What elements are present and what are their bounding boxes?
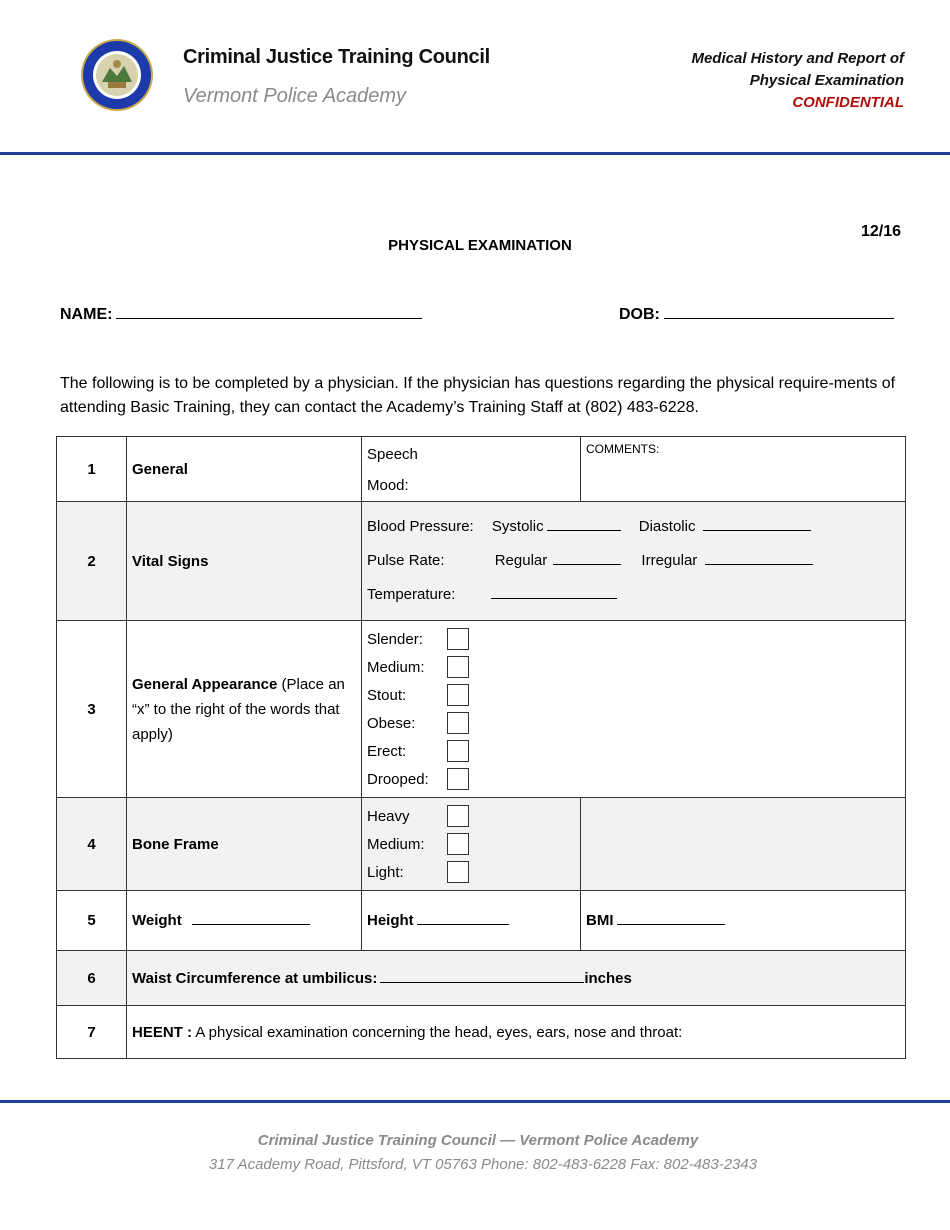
option-label: Medium: <box>367 658 425 676</box>
bmi-blank[interactable] <box>617 912 725 925</box>
pulse-line <box>367 544 900 578</box>
row-number: 3 <box>57 621 127 798</box>
height-cell <box>362 891 581 951</box>
footer-org: Criminal Justice Training Council — Vermont Police Academy <box>257 1132 699 1149</box>
row-general <box>57 437 906 502</box>
mood-label: Mood: <box>367 477 409 494</box>
option-label: Medium: <box>367 835 425 853</box>
row-bone-frame <box>57 798 906 891</box>
name-field <box>60 304 422 324</box>
heent-label: HEENT : <box>132 1023 192 1041</box>
height-label: Height <box>367 912 414 929</box>
exam-table <box>56 436 906 1059</box>
regular-blank[interactable] <box>553 552 621 565</box>
erect-checkbox[interactable] <box>447 740 469 762</box>
temperature-blank[interactable] <box>491 586 617 599</box>
waist-label: Waist Circumference at umbilicus: <box>132 969 378 987</box>
temperature-line <box>367 578 900 612</box>
appearance-label-rest: (Place an “x” to the right of the words that apply) <box>132 675 345 743</box>
general-fields <box>362 437 581 502</box>
weight-blank[interactable] <box>192 912 310 925</box>
dob-blank[interactable] <box>664 304 894 319</box>
row-label: Vital Signs <box>127 502 362 621</box>
doc-title-line2: Physical Examination <box>749 72 904 89</box>
row-number: 6 <box>57 951 127 1006</box>
footer-rule <box>0 1100 950 1103</box>
bone-frame-options <box>362 798 581 891</box>
row-number: 7 <box>57 1006 127 1059</box>
irregular-blank[interactable] <box>705 552 813 565</box>
option-label: Light: <box>367 863 404 881</box>
option-label: Stout: <box>367 686 407 704</box>
obese-checkbox[interactable] <box>447 712 469 734</box>
row-vital-signs <box>57 502 906 621</box>
dob-field <box>619 304 894 324</box>
irregular-label: Irregular <box>641 552 698 569</box>
stout-checkbox[interactable] <box>447 684 469 706</box>
heent-cell <box>127 1006 906 1059</box>
medium-frame-checkbox[interactable] <box>447 833 469 855</box>
org-subtitle: Vermont Police Academy <box>183 85 407 107</box>
temperature-label: Temperature: <box>367 586 456 603</box>
option-label: Erect: <box>367 742 407 760</box>
org-title: Criminal Justice Training Council <box>183 46 490 68</box>
row-measurements <box>57 891 906 951</box>
light-checkbox[interactable] <box>447 861 469 883</box>
speech-label: Speech <box>367 446 418 463</box>
row-number: 2 <box>57 502 127 621</box>
slender-checkbox[interactable] <box>447 628 469 650</box>
revision-date: 12/16 <box>860 223 901 240</box>
option-light <box>367 858 575 886</box>
row-number: 5 <box>57 891 127 951</box>
weight-label: Weight <box>132 912 182 929</box>
waist-blank[interactable] <box>380 970 584 983</box>
name-label: NAME: <box>60 306 113 323</box>
comments-label: COMMENTS: <box>586 442 660 456</box>
row-waist <box>57 951 906 1006</box>
waist-cell <box>127 951 906 1006</box>
heent-description: A physical examination concerning the head, eyes, ears, nose and throat: <box>192 1023 683 1041</box>
header-rule <box>0 152 950 155</box>
name-blank[interactable] <box>116 304 422 319</box>
systolic-blank[interactable] <box>547 518 621 531</box>
option-drooped <box>367 765 900 793</box>
option-heavy <box>367 802 575 830</box>
intro-paragraph: The following is to be completed by a physician. If the physician has questions regarding the physical require-ments of attending Basic Training, they can contact the Academy’s Training Staff at (802) 483-6228. <box>60 375 896 416</box>
pulse-label: Pulse Rate: <box>367 552 445 569</box>
form-title: PHYSICAL EXAMINATION <box>388 237 572 254</box>
weight-cell <box>127 891 362 951</box>
row-general-appearance <box>57 621 906 798</box>
row-number: 4 <box>57 798 127 891</box>
blood-pressure-line <box>367 510 900 544</box>
option-label: Obese: <box>367 714 416 732</box>
document-title <box>691 48 904 114</box>
drooped-checkbox[interactable] <box>447 768 469 790</box>
bone-frame-notes[interactable] <box>581 798 906 891</box>
height-blank[interactable] <box>417 912 509 925</box>
footer-address: 317 Academy Road, Pittsford, VT 05763 Phone: 802-483-6228 Fax: 802-483-2343 <box>208 1156 758 1173</box>
option-erect <box>367 737 900 765</box>
medium-checkbox[interactable] <box>447 656 469 678</box>
confidential-label: CONFIDENTIAL <box>792 94 904 111</box>
vermont-seal-logo <box>80 38 154 112</box>
heavy-checkbox[interactable] <box>447 805 469 827</box>
diastolic-blank[interactable] <box>703 518 811 531</box>
inches-label: inches <box>584 969 632 987</box>
doc-title-line1: Medical History and Report of <box>691 50 904 67</box>
option-medium <box>367 830 575 858</box>
row-label <box>127 621 362 798</box>
bmi-cell <box>581 891 906 951</box>
option-medium <box>367 653 900 681</box>
appearance-label-bold: General Appearance <box>132 675 278 693</box>
bmi-label: BMI <box>586 912 614 929</box>
option-obese <box>367 709 900 737</box>
regular-label: Regular <box>494 552 548 569</box>
dob-label: DOB: <box>619 306 660 323</box>
row-heent <box>57 1006 906 1059</box>
row-label: General <box>127 437 362 502</box>
systolic-label: Systolic <box>491 518 544 535</box>
option-label: Heavy <box>367 807 410 825</box>
diastolic-label: Diastolic <box>638 518 696 535</box>
comments-box[interactable] <box>581 437 906 502</box>
option-label: Drooped: <box>367 770 429 788</box>
appearance-options <box>362 621 906 798</box>
row-label: Bone Frame <box>127 798 362 891</box>
bp-label: Blood Pressure: <box>367 518 474 535</box>
option-slender <box>367 625 900 653</box>
row-number: 1 <box>57 437 127 502</box>
option-stout <box>367 681 900 709</box>
option-label: Slender: <box>367 630 423 648</box>
vital-signs-fields <box>362 502 906 621</box>
